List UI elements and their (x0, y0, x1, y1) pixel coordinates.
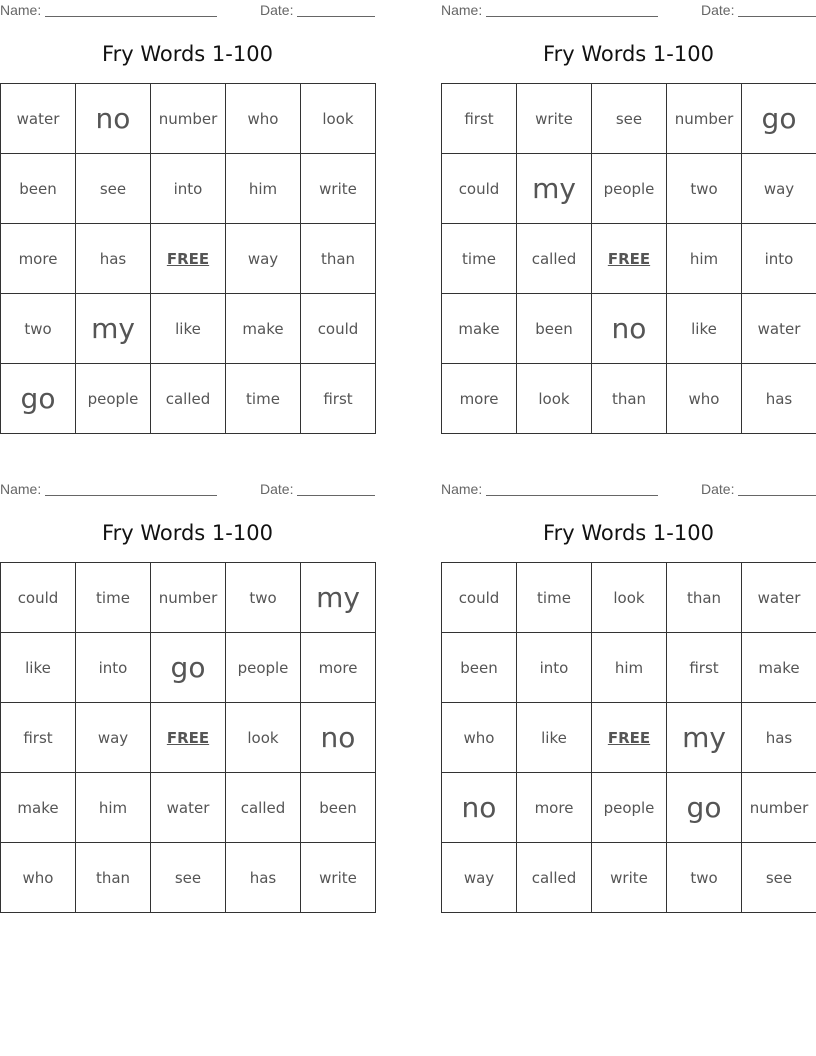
word-cell: look (226, 703, 301, 773)
grid-row (1, 703, 376, 773)
word-cell: write (517, 84, 592, 154)
grid-row (442, 364, 816, 434)
name-blank-line (486, 16, 658, 17)
word-cell: two (667, 843, 742, 913)
date-blank-line (738, 495, 816, 496)
name-label: Name: (0, 481, 42, 497)
word-cell: been (442, 633, 517, 703)
word-cell: see (592, 84, 667, 154)
word-cell: like (517, 703, 592, 773)
word-cell: look (517, 364, 592, 434)
word-cell: more (1, 224, 76, 294)
word-cell: way (76, 703, 151, 773)
word-cell: like (151, 294, 226, 364)
bingo-grid (441, 562, 816, 913)
word-cell: him (667, 224, 742, 294)
word-cell: two (667, 154, 742, 224)
card-title: Fry Words 1-100 (543, 42, 714, 66)
word-cell: more (301, 633, 376, 703)
word-cell: more (442, 364, 517, 434)
word-cell: has (742, 703, 816, 773)
word-cell: could (1, 563, 76, 633)
word-cell: my (301, 563, 376, 633)
grid-row (442, 224, 816, 294)
word-cell: like (1, 633, 76, 703)
bingo-grid (441, 83, 816, 434)
date-label: Date: (260, 481, 294, 497)
word-cell: people (592, 773, 667, 843)
name-date-line (441, 479, 816, 499)
grid-row (442, 294, 816, 364)
free-space: FREE (592, 703, 667, 773)
word-cell: him (226, 154, 301, 224)
date-blank-line (738, 16, 816, 17)
word-cell: people (76, 364, 151, 434)
word-cell: way (742, 154, 816, 224)
word-cell: two (1, 294, 76, 364)
word-cell: who (667, 364, 742, 434)
card-title: Fry Words 1-100 (102, 521, 273, 545)
word-cell: could (442, 154, 517, 224)
word-cell: than (667, 563, 742, 633)
word-cell: make (226, 294, 301, 364)
word-cell: time (517, 563, 592, 633)
word-cell: make (742, 633, 816, 703)
grid-row (442, 843, 816, 913)
grid-row (1, 294, 376, 364)
grid-row (1, 84, 376, 154)
word-cell: more (517, 773, 592, 843)
word-cell: number (151, 84, 226, 154)
word-cell: way (226, 224, 301, 294)
word-cell: could (301, 294, 376, 364)
date-label: Date: (701, 481, 735, 497)
word-cell: been (1, 154, 76, 224)
grid-row (1, 154, 376, 224)
word-cell: first (1, 703, 76, 773)
name-date-line (0, 0, 375, 20)
word-cell: called (517, 224, 592, 294)
grid-row (442, 563, 816, 633)
grid-row (442, 703, 816, 773)
date-label: Date: (260, 2, 294, 18)
word-cell: been (517, 294, 592, 364)
grid-row (442, 154, 816, 224)
word-cell: time (442, 224, 517, 294)
word-cell: see (151, 843, 226, 913)
word-cell: number (151, 563, 226, 633)
word-cell: who (226, 84, 301, 154)
word-cell: called (151, 364, 226, 434)
word-cell: than (592, 364, 667, 434)
word-cell: see (742, 843, 816, 913)
word-cell: time (226, 364, 301, 434)
word-cell: into (517, 633, 592, 703)
card-title: Fry Words 1-100 (102, 42, 273, 66)
word-cell: into (742, 224, 816, 294)
date-blank-line (297, 16, 375, 17)
free-space: FREE (592, 224, 667, 294)
word-cell: has (76, 224, 151, 294)
name-label: Name: (441, 2, 483, 18)
word-cell: has (226, 843, 301, 913)
word-cell: write (301, 843, 376, 913)
card-title: Fry Words 1-100 (543, 521, 714, 545)
word-cell: my (517, 154, 592, 224)
word-cell: into (76, 633, 151, 703)
word-cell: called (226, 773, 301, 843)
word-cell: no (76, 84, 151, 154)
word-cell: called (517, 843, 592, 913)
word-cell: no (592, 294, 667, 364)
word-cell: number (667, 84, 742, 154)
word-cell: could (442, 563, 517, 633)
word-cell: write (592, 843, 667, 913)
word-cell: who (1, 843, 76, 913)
word-cell: two (226, 563, 301, 633)
word-cell: people (592, 154, 667, 224)
name-date-line (0, 479, 375, 499)
grid-row (442, 633, 816, 703)
word-cell: like (667, 294, 742, 364)
word-cell: than (76, 843, 151, 913)
grid-row (1, 224, 376, 294)
word-cell: first (301, 364, 376, 434)
word-cell: make (442, 294, 517, 364)
word-cell: water (742, 563, 816, 633)
name-blank-line (45, 495, 217, 496)
word-cell: water (151, 773, 226, 843)
word-cell: people (226, 633, 301, 703)
grid-row (1, 843, 376, 913)
grid-row (442, 84, 816, 154)
grid-row (1, 773, 376, 843)
name-blank-line (486, 495, 658, 496)
word-cell: see (76, 154, 151, 224)
name-blank-line (45, 16, 217, 17)
free-space: FREE (151, 224, 226, 294)
word-cell: look (301, 84, 376, 154)
word-cell: first (667, 633, 742, 703)
word-cell: look (592, 563, 667, 633)
word-cell: my (76, 294, 151, 364)
grid-row (1, 563, 376, 633)
word-cell: make (1, 773, 76, 843)
word-cell: who (442, 703, 517, 773)
word-cell: has (742, 364, 816, 434)
word-cell: way (442, 843, 517, 913)
word-cell: go (1, 364, 76, 434)
word-cell: write (301, 154, 376, 224)
name-label: Name: (0, 2, 42, 18)
word-cell: go (742, 84, 816, 154)
word-cell: him (76, 773, 151, 843)
word-cell: time (76, 563, 151, 633)
grid-row (442, 773, 816, 843)
name-label: Name: (441, 481, 483, 497)
word-cell: been (301, 773, 376, 843)
word-cell: water (1, 84, 76, 154)
grid-row (1, 364, 376, 434)
word-cell: go (151, 633, 226, 703)
date-blank-line (297, 495, 375, 496)
bingo-grid (0, 83, 376, 434)
bingo-grid (0, 562, 376, 913)
word-cell: into (151, 154, 226, 224)
date-label: Date: (701, 2, 735, 18)
word-cell: no (442, 773, 517, 843)
free-space: FREE (151, 703, 226, 773)
word-cell: first (442, 84, 517, 154)
word-cell: than (301, 224, 376, 294)
word-cell: go (667, 773, 742, 843)
word-cell: him (592, 633, 667, 703)
grid-row (1, 633, 376, 703)
word-cell: number (742, 773, 816, 843)
name-date-line (441, 0, 816, 20)
word-cell: my (667, 703, 742, 773)
word-cell: no (301, 703, 376, 773)
word-cell: water (742, 294, 816, 364)
